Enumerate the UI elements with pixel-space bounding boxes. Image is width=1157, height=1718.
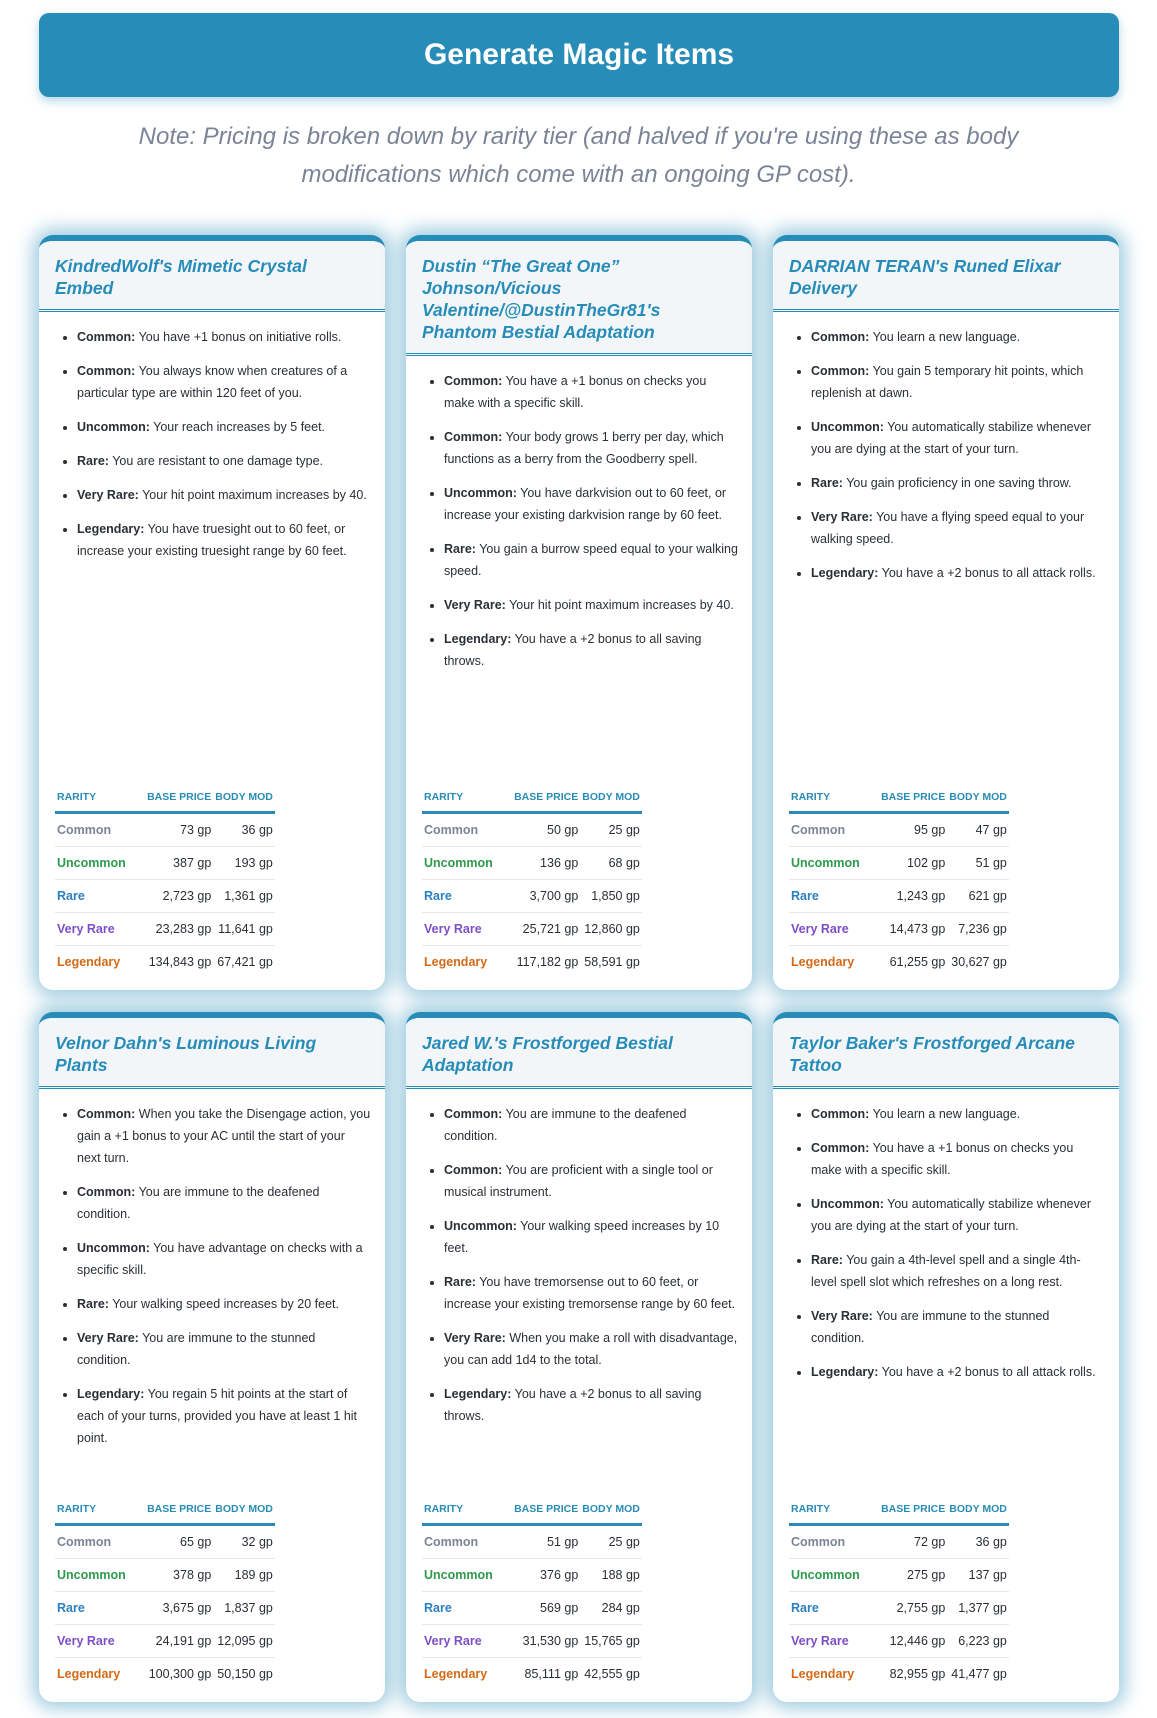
- body-mod-cell: 12,860 gp: [580, 913, 642, 946]
- feature-tier: Very Rare:: [811, 1309, 873, 1323]
- base-price-cell: 65 gp: [143, 1525, 213, 1559]
- rarity-cell: Legendary: [791, 955, 855, 969]
- base-price-cell: 376 gp: [510, 1559, 580, 1592]
- rarity-cell: Very Rare: [55, 913, 143, 946]
- base-price-cell: 95 gp: [877, 813, 947, 847]
- feature-text: You have a +2 bonus to all attack rolls.: [878, 1365, 1096, 1379]
- feature-text: You have a +2 bonus to all saving throws.: [444, 632, 702, 668]
- feature-list: [39, 1089, 385, 1449]
- rarity-cell: Very Rare: [789, 1625, 877, 1658]
- feature-tier: Uncommon:: [811, 1197, 884, 1211]
- body-mod-cell: 50,150 gp: [217, 1667, 273, 1681]
- rarity-cell: Very Rare: [422, 913, 510, 946]
- magic-item-card: [406, 1012, 752, 1702]
- base-price-cell: 102 gp: [877, 847, 947, 880]
- feature-text: You have a +2 bonus to all attack rolls.: [878, 566, 1096, 580]
- body-mod-cell: 621 gp: [947, 880, 1009, 913]
- feature-tier: Common:: [444, 430, 503, 444]
- base-price-cell: 51 gp: [510, 1525, 580, 1559]
- feature-item: [811, 1193, 1105, 1237]
- body-mod-header: BODY MOD: [580, 1503, 642, 1525]
- feature-item: [77, 326, 371, 348]
- feature-item: [77, 450, 371, 472]
- table-row: [55, 1559, 275, 1592]
- body-mod-cell: 1,361 gp: [213, 880, 275, 913]
- price-table: [789, 1503, 1009, 1690]
- card-title: Taylor Baker's Frostforged Arcane Tattoo: [773, 1018, 1119, 1089]
- rarity-cell: Legendary: [57, 955, 121, 969]
- base-price-header: BASE PRICE: [877, 791, 947, 813]
- magic-item-card: [39, 1012, 385, 1702]
- price-table: [422, 791, 642, 978]
- feature-tier: Rare:: [811, 476, 843, 490]
- rarity-cell: Uncommon: [789, 1559, 877, 1592]
- feature-item: [444, 594, 738, 616]
- rarity-cell: Uncommon: [789, 847, 877, 880]
- body-mod-cell: 30,627 gp: [951, 955, 1007, 969]
- feature-text: You have +1 bonus on initiative rolls.: [135, 330, 342, 344]
- table-row: [422, 1625, 642, 1658]
- body-mod-cell: 12,095 gp: [213, 1625, 275, 1658]
- body-mod-cell: 25 gp: [580, 813, 642, 847]
- body-mod-cell: 188 gp: [580, 1559, 642, 1592]
- magic-item-card: [773, 235, 1119, 990]
- body-mod-cell: 193 gp: [213, 847, 275, 880]
- feature-item: [444, 370, 738, 414]
- rarity-cell: Rare: [55, 1592, 143, 1625]
- feature-list: [406, 1089, 752, 1427]
- feature-text: You have darkvision out to 60 feet, or increase your existing darkvision range by 60 feet.: [444, 486, 727, 522]
- table-row: [55, 1658, 275, 1691]
- body-mod-cell: 67,421 gp: [217, 955, 273, 969]
- body-mod-cell: 41,477 gp: [951, 1667, 1007, 1681]
- table-row: [422, 880, 642, 913]
- rarity-header: RARITY: [789, 791, 877, 813]
- rarity-cell: Rare: [422, 1592, 510, 1625]
- table-row: [55, 946, 275, 979]
- table-row: [422, 1592, 642, 1625]
- base-price-cell: 2,723 gp: [143, 880, 213, 913]
- feature-text: You are immune to the stunned condition.: [77, 1331, 316, 1367]
- table-row: [422, 1559, 642, 1592]
- feature-text: You automatically stabilize whenever you are dying at the start of your turn.: [811, 420, 1091, 456]
- table-row: [422, 847, 642, 880]
- rarity-cell: Uncommon: [422, 1559, 510, 1592]
- feature-text: When you take the Disengage action, you gain a +1 bonus to your AC until the start of your next turn.: [77, 1107, 371, 1165]
- rarity-cell: Rare: [789, 1592, 877, 1625]
- body-mod-cell: 15,765 gp: [580, 1625, 642, 1658]
- table-row: [55, 880, 275, 913]
- base-price-header: BASE PRICE: [510, 1503, 580, 1525]
- body-mod-cell: 284 gp: [580, 1592, 642, 1625]
- feature-text: You have advantage on checks with a specific skill.: [77, 1241, 363, 1277]
- magic-item-card: [406, 235, 752, 990]
- feature-item: [77, 1103, 371, 1169]
- rarity-cell: Legendary: [424, 955, 488, 969]
- feature-item: [811, 416, 1105, 460]
- feature-tier: Legendary:: [77, 522, 145, 536]
- feature-item: [444, 1383, 738, 1427]
- body-mod-cell: 6,223 gp: [947, 1625, 1009, 1658]
- feature-tier: Very Rare:: [77, 488, 139, 502]
- feature-tier: Legendary:: [811, 1365, 879, 1379]
- rarity-cell: Very Rare: [55, 1625, 143, 1658]
- base-price-cell: 117,182 gp: [516, 955, 579, 969]
- feature-text: You always know when creatures of a particular type are within 120 feet of you.: [77, 364, 348, 400]
- body-mod-cell: 51 gp: [947, 847, 1009, 880]
- table-row: [789, 946, 1009, 979]
- base-price-cell: 14,473 gp: [877, 913, 947, 946]
- feature-item: [444, 1327, 738, 1371]
- feature-tier: Very Rare:: [77, 1331, 139, 1345]
- base-price-cell: 24,191 gp: [143, 1625, 213, 1658]
- body-mod-cell: 189 gp: [213, 1559, 275, 1592]
- feature-text: You are immune to the stunned condition.: [811, 1309, 1050, 1345]
- base-price-cell: 569 gp: [510, 1592, 580, 1625]
- feature-text: You gain a 4th-level spell and a single 4th-level spell slot which refreshes on a long rest.: [811, 1253, 1081, 1289]
- feature-tier: Common:: [77, 330, 136, 344]
- body-mod-cell: 1,837 gp: [213, 1592, 275, 1625]
- feature-tier: Uncommon:: [77, 420, 150, 434]
- base-price-cell: 100,300 gp: [148, 1667, 212, 1681]
- feature-text: Your reach increases by 5 feet.: [149, 420, 326, 434]
- feature-tier: Legendary:: [444, 632, 512, 646]
- table-row: [789, 1658, 1009, 1691]
- rarity-cell: Common: [422, 813, 510, 847]
- table-row: [55, 1525, 275, 1559]
- table-row: [55, 813, 275, 847]
- feature-tier: Rare:: [77, 454, 109, 468]
- body-mod-header: BODY MOD: [947, 1503, 1009, 1525]
- base-price-cell: 275 gp: [877, 1559, 947, 1592]
- feature-item: [77, 1327, 371, 1371]
- base-price-cell: 23,283 gp: [143, 913, 213, 946]
- table-row: [422, 1525, 642, 1559]
- rarity-cell: Common: [422, 1525, 510, 1559]
- feature-item: [77, 1181, 371, 1225]
- body-mod-header: BODY MOD: [213, 1503, 275, 1525]
- body-mod-cell: 47 gp: [947, 813, 1009, 847]
- rarity-cell: Legendary: [57, 1667, 121, 1681]
- feature-text: Your hit point maximum increases by 40.: [505, 598, 734, 612]
- base-price-cell: 1,243 gp: [877, 880, 947, 913]
- table-row: [789, 913, 1009, 946]
- card-title: Dustin “The Great One” Johnson/Vicious Valentine/@DustinTheGr81's Phantom Bestial Adaptation: [406, 241, 752, 356]
- feature-text: You are resistant to one damage type.: [108, 454, 324, 468]
- table-row: [789, 1625, 1009, 1658]
- table-row: [789, 1592, 1009, 1625]
- feature-tier: Uncommon:: [444, 1219, 517, 1233]
- base-price-header: BASE PRICE: [143, 1503, 213, 1525]
- feature-tier: Common:: [444, 1107, 503, 1121]
- feature-text: You gain proficiency in one saving throw.: [842, 476, 1072, 490]
- table-row: [789, 1525, 1009, 1559]
- base-price-cell: 50 gp: [510, 813, 580, 847]
- rarity-cell: Rare: [789, 880, 877, 913]
- feature-text: You are proficient with a single tool or musical instrument.: [444, 1163, 713, 1199]
- body-mod-header: BODY MOD: [580, 791, 642, 813]
- body-mod-cell: 1,850 gp: [580, 880, 642, 913]
- rarity-cell: Legendary: [791, 1667, 855, 1681]
- feature-item: [444, 628, 738, 672]
- feature-tier: Legendary:: [811, 566, 879, 580]
- magic-item-card: [39, 235, 385, 990]
- body-mod-header: BODY MOD: [947, 791, 1009, 813]
- feature-text: Your body grows 1 berry per day, which functions as a berry from the Goodberry spell.: [444, 430, 724, 466]
- generate-magic-items-button[interactable]: Generate Magic Items: [39, 13, 1119, 97]
- feature-item: [811, 1249, 1105, 1293]
- feature-text: You gain a burrow speed equal to your walking speed.: [444, 542, 738, 578]
- feature-tier: Uncommon:: [811, 420, 884, 434]
- price-table: [55, 1503, 275, 1690]
- feature-item: [811, 360, 1105, 404]
- table-row: [422, 1658, 642, 1691]
- feature-text: Your walking speed increases by 10 feet.: [444, 1219, 720, 1255]
- price-table: [789, 791, 1009, 978]
- feature-text: When you make a roll with disadvantage, you can add 1d4 to the total.: [444, 1331, 738, 1367]
- body-mod-cell: 36 gp: [947, 1525, 1009, 1559]
- table-row: [55, 1625, 275, 1658]
- feature-tier: Common:: [811, 1141, 870, 1155]
- feature-item: [811, 1103, 1105, 1125]
- rarity-cell: Legendary: [424, 1667, 488, 1681]
- table-row: [789, 1559, 1009, 1592]
- feature-text: You regain 5 hit points at the start of each of your turns, provided you have at least 1 hit point.: [77, 1387, 358, 1445]
- base-price-cell: 72 gp: [877, 1525, 947, 1559]
- feature-text: You have tremorsense out to 60 feet, or increase your existing tremorsense range by 60 feet.: [444, 1275, 736, 1311]
- feature-tier: Very Rare:: [444, 1331, 506, 1345]
- feature-tier: Legendary:: [444, 1387, 512, 1401]
- table-row: [55, 847, 275, 880]
- feature-item: [77, 484, 371, 506]
- table-row: [422, 946, 642, 979]
- feature-item: [444, 426, 738, 470]
- feature-item: [444, 1159, 738, 1203]
- feature-item: [77, 360, 371, 404]
- base-price-cell: 85,111 gp: [524, 1667, 579, 1681]
- card-title: Velnor Dahn's Luminous Living Plants: [39, 1018, 385, 1089]
- table-row: [55, 1592, 275, 1625]
- feature-item: [811, 1305, 1105, 1349]
- feature-tier: Common:: [77, 1185, 136, 1199]
- feature-tier: Common:: [811, 364, 870, 378]
- feature-tier: Common:: [811, 1107, 870, 1121]
- table-row: [789, 847, 1009, 880]
- feature-item: [444, 1103, 738, 1147]
- body-mod-cell: 7,236 gp: [947, 913, 1009, 946]
- rarity-cell: Very Rare: [789, 913, 877, 946]
- feature-tier: Uncommon:: [77, 1241, 150, 1255]
- feature-tier: Rare:: [444, 542, 476, 556]
- table-row: [422, 913, 642, 946]
- rarity-cell: Common: [789, 813, 877, 847]
- feature-tier: Uncommon:: [444, 486, 517, 500]
- magic-item-card: [773, 1012, 1119, 1702]
- rarity-header: RARITY: [422, 791, 510, 813]
- rarity-header: RARITY: [55, 1503, 143, 1525]
- feature-item: [77, 518, 371, 562]
- price-table: [422, 1503, 642, 1690]
- rarity-cell: Common: [789, 1525, 877, 1559]
- table-row: [789, 813, 1009, 847]
- body-mod-cell: 25 gp: [580, 1525, 642, 1559]
- feature-text: You learn a new language.: [869, 330, 1021, 344]
- feature-tier: Common:: [811, 330, 870, 344]
- feature-tier: Rare:: [77, 1297, 109, 1311]
- rarity-cell: Rare: [55, 880, 143, 913]
- feature-text: You learn a new language.: [869, 1107, 1021, 1121]
- base-price-cell: 3,700 gp: [510, 880, 580, 913]
- base-price-cell: 12,446 gp: [877, 1625, 947, 1658]
- feature-list: [773, 1089, 1119, 1383]
- price-table: [55, 791, 275, 978]
- base-price-cell: 378 gp: [143, 1559, 213, 1592]
- feature-text: You have a flying speed equal to your walking speed.: [811, 510, 1085, 546]
- feature-item: [77, 1383, 371, 1449]
- feature-list: [773, 312, 1119, 584]
- rarity-cell: Uncommon: [55, 1559, 143, 1592]
- base-price-cell: 25,721 gp: [510, 913, 580, 946]
- feature-tier: Rare:: [444, 1275, 476, 1289]
- feature-item: [444, 538, 738, 582]
- base-price-header: BASE PRICE: [877, 1503, 947, 1525]
- rarity-cell: Uncommon: [422, 847, 510, 880]
- feature-item: [811, 326, 1105, 348]
- feature-text: You automatically stabilize whenever you are dying at the start of your turn.: [811, 1197, 1091, 1233]
- body-mod-cell: 36 gp: [213, 813, 275, 847]
- feature-item: [444, 482, 738, 526]
- rarity-header: RARITY: [789, 1503, 877, 1525]
- card-title: DARRIAN TERAN's Runed Elixar Delivery: [773, 241, 1119, 312]
- feature-text: Your hit point maximum increases by 40.: [138, 488, 367, 502]
- rarity-cell: Uncommon: [55, 847, 143, 880]
- feature-tier: Very Rare:: [444, 598, 506, 612]
- rarity-cell: Very Rare: [422, 1625, 510, 1658]
- table-row: [422, 813, 642, 847]
- feature-item: [811, 472, 1105, 494]
- feature-text: You have a +1 bonus on checks you make with a specific skill.: [444, 374, 707, 410]
- rarity-header: RARITY: [422, 1503, 510, 1525]
- feature-list: [39, 312, 385, 562]
- feature-text: You are immune to the deafened condition.: [444, 1107, 687, 1143]
- feature-text: You gain 5 temporary hit points, which replenish at dawn.: [811, 364, 1084, 400]
- feature-item: [811, 1361, 1105, 1383]
- feature-item: [77, 1293, 371, 1315]
- body-mod-cell: 58,591 gp: [584, 955, 640, 969]
- body-mod-cell: 1,377 gp: [947, 1592, 1009, 1625]
- feature-text: You have a +1 bonus on checks you make with a specific skill.: [811, 1141, 1074, 1177]
- feature-item: [444, 1215, 738, 1259]
- table-row: [55, 913, 275, 946]
- body-mod-cell: 68 gp: [580, 847, 642, 880]
- base-price-cell: 3,675 gp: [143, 1592, 213, 1625]
- feature-tier: Rare:: [811, 1253, 843, 1267]
- feature-text: You have a +2 bonus to all saving throws.: [444, 1387, 702, 1423]
- body-mod-cell: 137 gp: [947, 1559, 1009, 1592]
- base-price-cell: 31,530 gp: [510, 1625, 580, 1658]
- base-price-cell: 134,843 gp: [148, 955, 212, 969]
- pricing-note: Note: Pricing is broken down by rarity tier (and halved if you're using these as body modifications which come with an ongoing GP cost).: [138, 123, 1019, 188]
- feature-tier: Common:: [77, 364, 136, 378]
- rarity-header: RARITY: [55, 791, 143, 813]
- feature-item: [811, 506, 1105, 550]
- base-price-cell: 387 gp: [143, 847, 213, 880]
- card-title: KindredWolf's Mimetic Crystal Embed: [39, 241, 385, 312]
- feature-item: [811, 1137, 1105, 1181]
- feature-item: [811, 562, 1105, 584]
- feature-text: Your walking speed increases by 20 feet.: [108, 1297, 339, 1311]
- rarity-cell: Common: [55, 1525, 143, 1559]
- feature-item: [444, 1271, 738, 1315]
- feature-tier: Common:: [77, 1107, 136, 1121]
- card-title: Jared W.'s Frostforged Bestial Adaptation: [406, 1018, 752, 1089]
- table-row: [789, 880, 1009, 913]
- feature-tier: Very Rare:: [811, 510, 873, 524]
- feature-item: [77, 416, 371, 438]
- feature-text: You are immune to the deafened condition.: [77, 1185, 320, 1221]
- base-price-header: BASE PRICE: [510, 791, 580, 813]
- feature-item: [77, 1237, 371, 1281]
- feature-tier: Common:: [444, 1163, 503, 1177]
- body-mod-cell: 11,641 gp: [213, 913, 275, 946]
- base-price-cell: 61,255 gp: [889, 955, 946, 969]
- feature-text: You have truesight out to 60 feet, or increase your existing truesight range by 60 feet.: [77, 522, 347, 558]
- base-price-cell: 2,755 gp: [877, 1592, 947, 1625]
- base-price-cell: 73 gp: [143, 813, 213, 847]
- feature-list: [406, 356, 752, 672]
- feature-tier: Legendary:: [77, 1387, 145, 1401]
- feature-tier: Common:: [444, 374, 503, 388]
- rarity-cell: Common: [55, 813, 143, 847]
- body-mod-cell: 32 gp: [213, 1525, 275, 1559]
- base-price-header: BASE PRICE: [143, 791, 213, 813]
- base-price-cell: 82,955 gp: [889, 1667, 946, 1681]
- body-mod-header: BODY MOD: [213, 791, 275, 813]
- rarity-cell: Rare: [422, 880, 510, 913]
- base-price-cell: 136 gp: [510, 847, 580, 880]
- body-mod-cell: 42,555 gp: [584, 1667, 640, 1681]
